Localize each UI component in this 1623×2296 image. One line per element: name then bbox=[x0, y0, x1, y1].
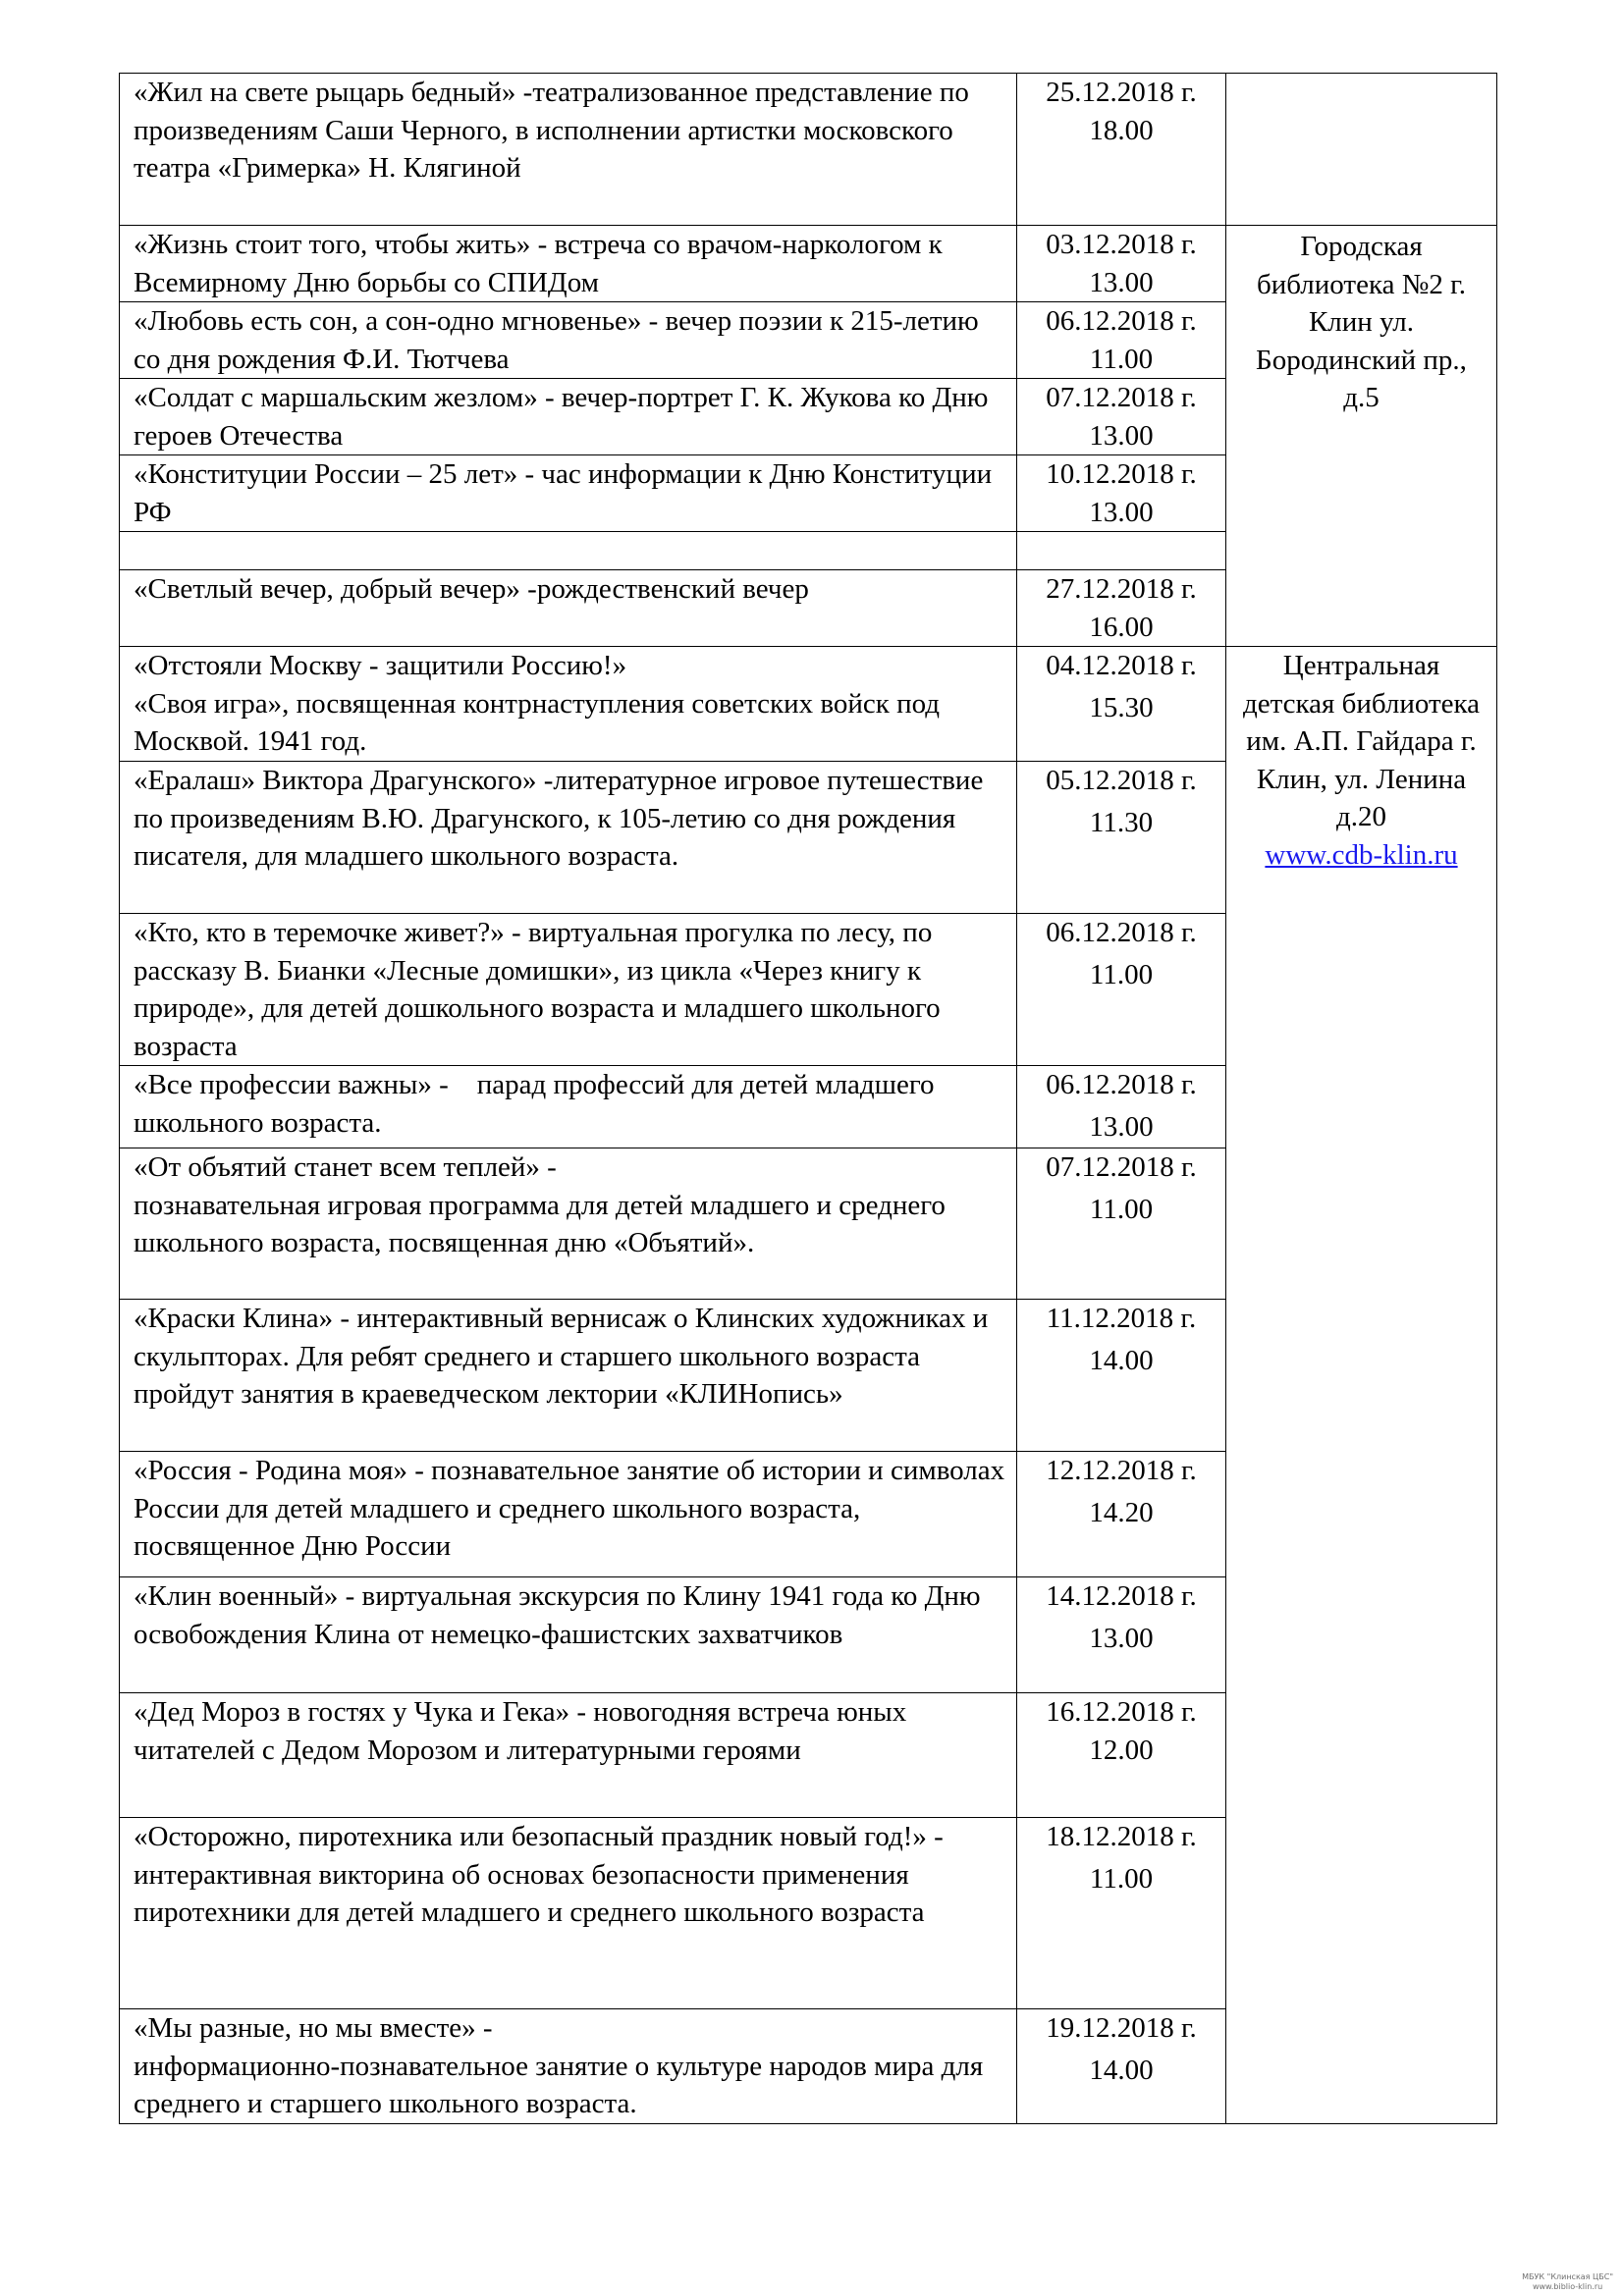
table-row bbox=[120, 74, 1497, 226]
date-cell bbox=[1017, 1452, 1226, 1577]
event-time: 15.30 bbox=[1089, 691, 1154, 723]
place-central: Центральная детская библиотека им. А.П. Гайдара г. Клин, ул. Ленина д.20 bbox=[1242, 650, 1481, 832]
event-text: «Солдат с маршальским жезлом» - вечер-портрет Г. К. Жукова ко Дню героев Отечества bbox=[134, 382, 989, 452]
event-date: 11.12.2018 г. bbox=[1046, 1303, 1197, 1334]
event-time: 11.00 bbox=[1089, 1862, 1154, 1895]
event-time: 18.00 bbox=[1089, 114, 1154, 146]
event-text: «Ералаш» Виктора Драгунского» -литературное игровое путешествие по произведениям В.Ю. Драгунского, к 105-летию со дня рождения писателя, для младшего школьного возраста. bbox=[134, 765, 984, 872]
place-central-link[interactable] bbox=[1226, 836, 1496, 875]
event-time: 12.00 bbox=[1089, 1734, 1154, 1766]
watermark bbox=[1522, 2272, 1613, 2292]
date-cell bbox=[1017, 1818, 1226, 2009]
event-cell bbox=[120, 74, 1017, 226]
event-time: 11.00 bbox=[1089, 958, 1154, 990]
date-cell-empty bbox=[1017, 532, 1226, 570]
event-cell bbox=[120, 762, 1017, 914]
event-time: 13.00 bbox=[1089, 1110, 1154, 1143]
event-date: 06.12.2018 г. bbox=[1046, 305, 1197, 337]
event-text: «Краски Клина» - интерактивный вернисаж о Клинских художниках и скульпторах. Для ребят среднего и старшего школьного возраста пройдут занятия в краеведческом лектории «КЛИНопись» bbox=[134, 1303, 989, 1410]
event-text: «Все профессии важны» - парад профессий для детей младшего школьного возраста. bbox=[134, 1069, 942, 1139]
event-date: 04.12.2018 г. bbox=[1046, 650, 1197, 681]
date-cell bbox=[1017, 1693, 1226, 1818]
website-link[interactable]: www.cdb-klin.ru bbox=[1265, 838, 1458, 871]
event-date: 18.12.2018 г. bbox=[1046, 1821, 1197, 1852]
date-cell bbox=[1017, 1577, 1226, 1693]
date-cell bbox=[1017, 379, 1226, 455]
event-cell bbox=[120, 1148, 1017, 1300]
date-cell bbox=[1017, 570, 1226, 647]
watermark-line: МБУК "Клинская ЦБС" bbox=[1522, 2272, 1613, 2281]
events-table bbox=[119, 73, 1497, 2124]
event-text: «Клин военный» - виртуальная экскурсия по Клину 1941 года ко Дню освобождения Клина от немецко-фашистских захватчиков bbox=[134, 1580, 981, 1650]
place-cell-central bbox=[1226, 647, 1497, 2124]
event-cell bbox=[120, 1818, 1017, 2009]
event-text: «Жизнь стоит того, чтобы жить» - встреча со врачом-наркологом к Всемирному Дню борьбы со СПИДом bbox=[134, 229, 943, 298]
event-text: «Осторожно, пиротехника или безопасный праздник новый год!» - интерактивная викторина об основах безопасности применения пиротехники для детей младшего и среднего школьного возраста bbox=[134, 1821, 944, 1928]
event-date: 06.12.2018 г. bbox=[1046, 1069, 1197, 1100]
date-cell bbox=[1017, 1300, 1226, 1452]
date-cell bbox=[1017, 74, 1226, 226]
event-cell bbox=[120, 570, 1017, 647]
event-text: «От объятий станет всем теплей» - познавательная игровая программа для детей младшего и среднего школьного возраста, посвященная дню «Объятий». bbox=[134, 1151, 946, 1258]
event-date: 25.12.2018 г. bbox=[1046, 77, 1197, 108]
event-cell-empty bbox=[120, 532, 1017, 570]
watermark-line: www.biblio-klin.ru bbox=[1532, 2282, 1603, 2291]
event-cell bbox=[120, 1452, 1017, 1577]
event-cell bbox=[120, 302, 1017, 379]
event-time: 11.30 bbox=[1089, 806, 1154, 838]
event-date: 05.12.2018 г. bbox=[1046, 765, 1197, 796]
event-time: 11.00 bbox=[1089, 1193, 1154, 1225]
date-cell bbox=[1017, 1148, 1226, 1300]
place-cell-library2 bbox=[1226, 226, 1497, 647]
event-text: «Мы разные, но мы вместе» - информационно-познавательное занятие о культуре народов мира для среднего и старшего школьного возраста. bbox=[134, 2012, 984, 2119]
event-cell bbox=[120, 379, 1017, 455]
event-date: 03.12.2018 г. bbox=[1046, 229, 1197, 260]
event-time: 14.00 bbox=[1089, 2054, 1154, 2086]
event-cell bbox=[120, 647, 1017, 762]
place-library2: Городская библиотека №2 г. Клин ул. Бородинский пр., д.5 bbox=[1256, 231, 1467, 413]
event-cell bbox=[120, 1577, 1017, 1693]
event-text: «Жил на свете рыцарь бедный» -театрализованное представление по произведениям Саши Черного, в исполнении артистки московского театра «Гримерка» Н. Клягиной bbox=[134, 77, 969, 184]
date-cell bbox=[1017, 302, 1226, 379]
date-cell bbox=[1017, 2009, 1226, 2124]
table-row bbox=[120, 226, 1497, 302]
event-time: 11.00 bbox=[1089, 343, 1154, 375]
event-text: «Любовь есть сон, а сон-одно мгновенье» - вечер поэзии к 215-летию со дня рождения Ф.И. Тютчева bbox=[134, 305, 979, 375]
event-cell bbox=[120, 2009, 1017, 2124]
event-time: 14.20 bbox=[1089, 1496, 1154, 1528]
event-time: 13.00 bbox=[1089, 266, 1154, 298]
event-cell bbox=[120, 1066, 1017, 1148]
event-time: 13.00 bbox=[1089, 1622, 1154, 1654]
event-cell bbox=[120, 1300, 1017, 1452]
date-cell bbox=[1017, 914, 1226, 1066]
event-time: 14.00 bbox=[1089, 1344, 1154, 1376]
event-date: 07.12.2018 г. bbox=[1046, 1151, 1197, 1183]
event-date: 19.12.2018 г. bbox=[1046, 2012, 1197, 2044]
event-date: 06.12.2018 г. bbox=[1046, 917, 1197, 948]
event-cell bbox=[120, 226, 1017, 302]
event-text: «Россия - Родина моя» - познавательное занятие об истории и символах России для детей младшего и среднего школьного возраста, посвященное Дню России bbox=[134, 1455, 1005, 1562]
event-date: 27.12.2018 г. bbox=[1046, 573, 1197, 605]
event-time: 13.00 bbox=[1089, 496, 1154, 528]
event-date: 14.12.2018 г. bbox=[1046, 1580, 1197, 1612]
event-date: 07.12.2018 г. bbox=[1046, 382, 1197, 413]
date-cell bbox=[1017, 762, 1226, 914]
event-cell bbox=[120, 914, 1017, 1066]
event-cell bbox=[120, 1693, 1017, 1818]
place-cell-empty bbox=[1226, 74, 1497, 226]
event-cell bbox=[120, 455, 1017, 532]
table-row bbox=[120, 647, 1497, 762]
event-date: 16.12.2018 г. bbox=[1046, 1696, 1197, 1728]
event-time: 13.00 bbox=[1089, 419, 1154, 452]
date-cell bbox=[1017, 455, 1226, 532]
event-date: 12.12.2018 г. bbox=[1046, 1455, 1197, 1486]
date-cell bbox=[1017, 647, 1226, 762]
event-time: 16.00 bbox=[1089, 611, 1154, 643]
event-text: «Дед Мороз в гостях у Чука и Гека» - новогодняя встреча юных читателей с Дедом Морозом и литературными героями bbox=[134, 1696, 907, 1766]
event-text: «Конституции России – 25 лет» - час информации к Дню Конституции РФ bbox=[134, 458, 993, 528]
event-text: «Светлый вечер, добрый вечер» -рождественский вечер bbox=[134, 573, 809, 605]
event-date: 10.12.2018 г. bbox=[1046, 458, 1197, 490]
date-cell bbox=[1017, 1066, 1226, 1148]
date-cell bbox=[1017, 226, 1226, 302]
event-text: «Отстояли Москву - защитили Россию!» «Своя игра», посвященная контрнаступления советских войск под Москвой. 1941 год. bbox=[134, 650, 941, 757]
event-text: «Кто, кто в теремочке живет?» - виртуальная прогулка по лесу, по рассказу В. Бианки «Лесные домишки», из цикла «Через книгу к природе», для детей дошкольного возраста и младшего школьного возраста bbox=[134, 917, 941, 1062]
